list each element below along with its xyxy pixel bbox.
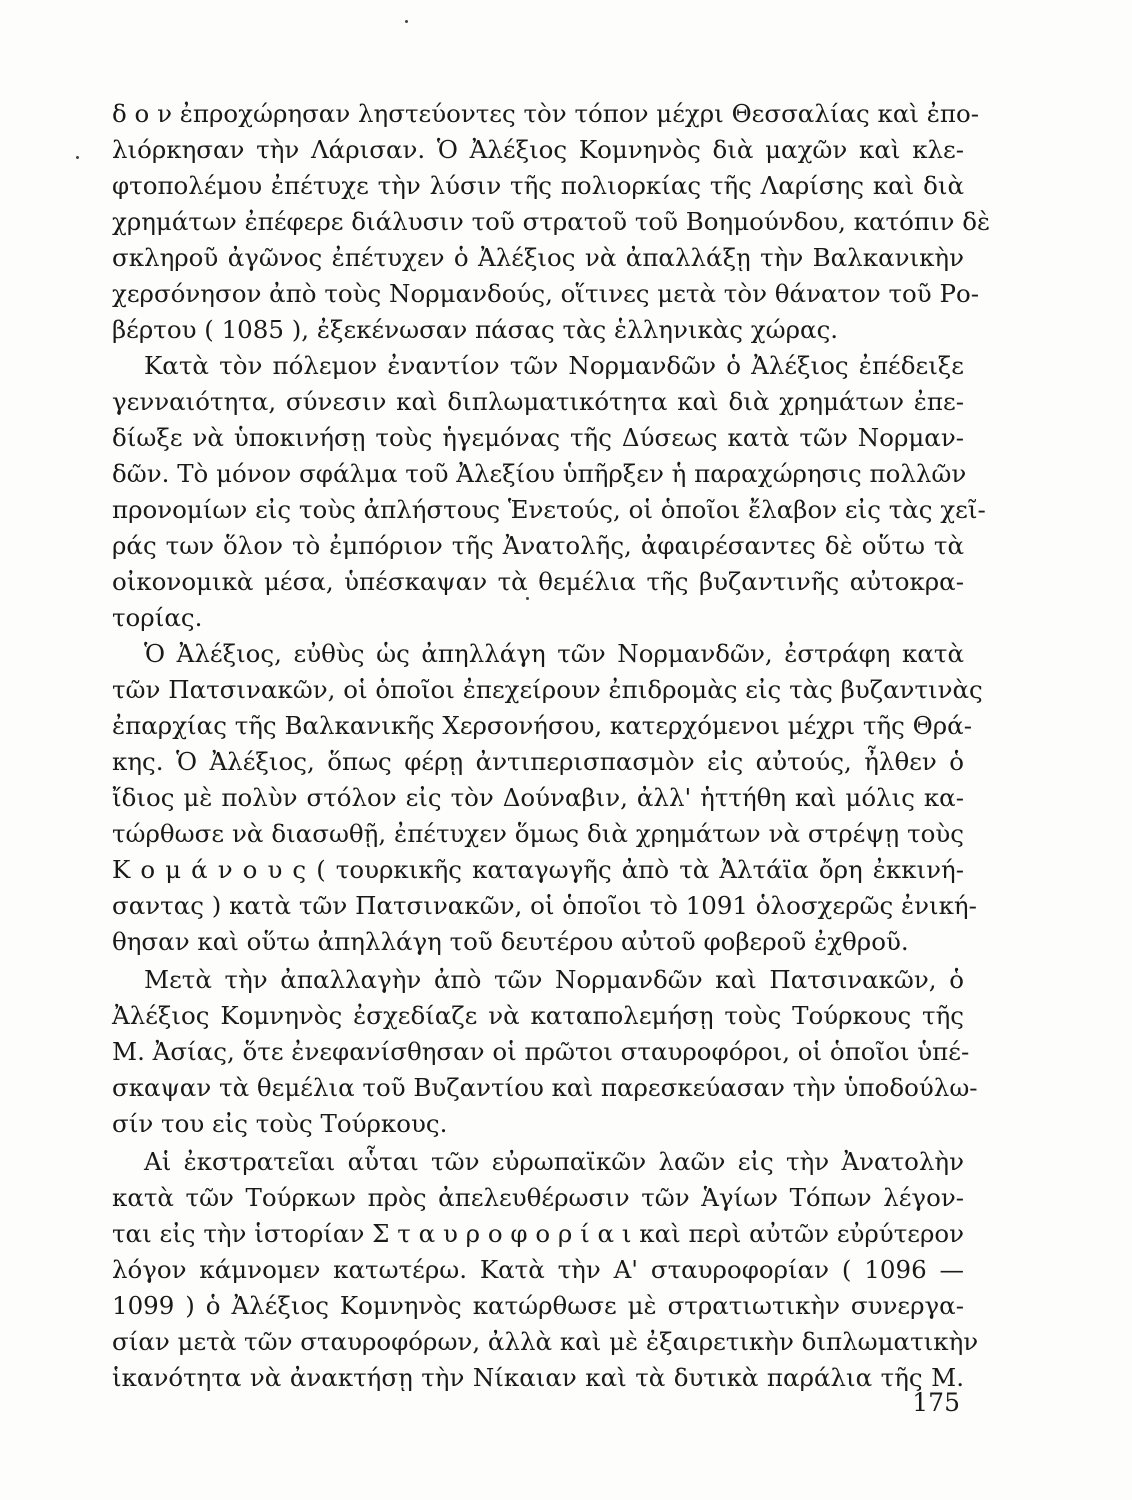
text-line: λιόρκησαν τὴν Λάρισαν. Ὁ Ἀλέξιος Κομνηνὸς διὰ μαχῶν καὶ κλε-	[112, 135, 964, 164]
text-line: δ ο ν ἐπροχώρησαν ληστεύοντες τὸν τόπον μέχρι Θεσσαλίας καὶ ἐπο-	[112, 99, 980, 128]
text-line: ράς των ὅλον τὸ ἐμπόριον τῆς Ἀνατολῆς, ἀφαιρέσαντες δὲ οὕτω τὰ	[112, 531, 964, 560]
text-line: Μ. Ἀσίας, ὅτε ἐνεφανίσθησαν οἱ πρῶτοι σταυροφόροι, οἱ ὁποῖοι ὑπέ-	[112, 1037, 970, 1066]
text-line: σκαψαν τὰ θεμέλια τοῦ Βυζαντίου καὶ παρεσκεύασαν τὴν ὑποδούλω-	[112, 1073, 978, 1102]
paragraph-first-line: Κατὰ τὸν πόλεμον ἐναντίον τῶν Νορμανδῶν ὁ Ἀλέξιος ἐπέδειξε	[144, 351, 964, 380]
paragraph-first-line: Μετὰ τὴν ἀπαλλαγὴν ἀπὸ τῶν Νορμανδῶν καὶ Πατσινακῶν, ὁ	[144, 965, 964, 994]
text-line: σαντας ) κατὰ τῶν Πατσινακῶν, οἱ ὁποῖοι τὸ 1091 ὁλοσχερῶς ἐνική-	[112, 891, 977, 920]
paragraph-last-line: θησαν καὶ οὕτω ἀπηλλάγη τοῦ δευτέρου αὐτοῦ φοβεροῦ ἐχθροῦ.	[112, 927, 909, 956]
text-line: φτοπολέμου ἐπέτυχε τὴν λύσιν τῆς πολιορκίας τῆς Λαρίσης καὶ διὰ	[112, 171, 964, 200]
text-line: ἱκανότητα νὰ ἀνακτήσῃ τὴν Νίκαιαν καὶ τὰ δυτικὰ παράλια τῆς Μ.	[112, 1363, 964, 1392]
text-line: γενναιότητα, σύνεσιν καὶ διπλωματικότητα καὶ διὰ χρημάτων ἐπε-	[112, 387, 964, 416]
text-line: ται εἰς τὴν ἱστορίαν Σ τ α υ ρ ο φ ο ρ ί α ι καὶ περὶ αὐτῶν εὐρύτερον	[112, 1219, 964, 1248]
text-line: κατὰ τῶν Τούρκων πρὸς ἀπελευθέρωσιν τῶν Ἁγίων Τόπων λέγον-	[112, 1183, 964, 1212]
text-line: ἐπαρχίας τῆς Βαλκανικῆς Χερσονήσου, κατερχόμενοι μέχρι τῆς Θρά-	[112, 711, 972, 740]
text-line: δίωξε νὰ ὑποκινήσῃ τοὺς ἡγεμόνας τῆς Δύσεως κατὰ τῶν Νορμαν-	[112, 423, 964, 452]
page-number: 175	[912, 1388, 960, 1417]
paragraph-first-line: Αἱ ἐκστρατεῖαι αὗται τῶν εὐρωπαϊκῶν λαῶν εἰς τὴν Ἀνατολὴν	[144, 1147, 964, 1176]
text-line: κης. Ὁ Ἀλέξιος, ὅπως φέρῃ ἀντιπερισπασμὸν εἰς αὐτούς, ἦλθεν ὁ	[112, 747, 964, 776]
text-line: Κ ο μ ά ν ο υ ς ( τουρκικῆς καταγωγῆς ἀπὸ τὰ Ἀλτάϊα ὄρη ἐκκινή-	[112, 855, 964, 884]
text-line: Ἀλέξιος Κομνηνὸς ἐσχεδίαζε νὰ καταπολεμήσῃ τοὺς Τούρκους τῆς	[112, 1001, 964, 1030]
text-line: χερσόνησον ἀπὸ τοὺς Νορμανδούς, οἵτινες μετὰ τὸν θάνατον τοῦ Ρο-	[112, 279, 979, 308]
text-line: 1099 ) ὁ Ἀλέξιος Κομνηνὸς κατώρθωσε μὲ στρατιωτικὴν συνεργα-	[112, 1291, 964, 1320]
text-line: οἰκονομικὰ μέσα, ὑπέσκαψαν τὰ θεμέλια τῆς βυζαντινῆς αὐτοκρα-	[112, 567, 964, 596]
text-line: σκληροῦ ἀγῶνος ἐπέτυχεν ὁ Ἀλέξιος νὰ ἀπαλλάξῃ τὴν Βαλκανικὴν	[112, 243, 964, 272]
text-line: σίαν μετὰ τῶν σταυροφόρων, ἀλλὰ καὶ μὲ ἐξαιρετικὴν διπλωματικὴν	[112, 1327, 979, 1356]
paragraph-last-line: τορίας.	[112, 603, 203, 632]
scan-speck	[405, 20, 408, 23]
text-line: λόγον κάμνομεν κατωτέρω. Κατὰ τὴν Α' σταυροφορίαν ( 1096 —	[112, 1255, 964, 1284]
text-line: τώρθωσε νὰ διασωθῇ, ἐπέτυχεν ὅμως διὰ χρημάτων νὰ στρέψῃ τοὺς	[112, 819, 964, 848]
scan-speck	[76, 156, 79, 159]
text-line: χρημάτων ἐπέφερε διάλυσιν τοῦ στρατοῦ τοῦ Βοημούνδου, κατόπιν δὲ	[112, 207, 991, 236]
paragraph-first-line: Ὁ Ἀλέξιος, εὐθὺς ὡς ἀπηλλάγη τῶν Νορμανδῶν, ἐστράφη κατὰ	[144, 639, 964, 668]
text-line: δῶν. Τὸ μόνον σφάλμα τοῦ Ἀλεξίου ὑπῆρξεν ἡ παραχώρησις πολλῶν	[112, 459, 967, 488]
text-line: ἴδιος μὲ πολὺν στόλον εἰς τὸν Δούναβιν, ἀλλ' ἡττήθη καὶ μόλις κα-	[112, 783, 964, 812]
text-line: τῶν Πατσινακῶν, οἱ ὁποῖοι ἐπεχείρουν ἐπιδρομὰς εἰς τὰς βυζαντινὰς	[112, 675, 983, 704]
text-line: προνομίων εἰς τοὺς ἀπλήστους Ἑνετούς, οἱ ὁποῖοι ἔλαβον εἰς τὰς χεῖ-	[112, 495, 986, 524]
paragraph-last-line: βέρτου ( 1085 ), ἐξεκένωσαν πάσας τὰς ἑλληνικὰς χώρας.	[112, 315, 839, 344]
paragraph-last-line: σίν του εἰς τοὺς Τούρκους.	[112, 1109, 448, 1138]
